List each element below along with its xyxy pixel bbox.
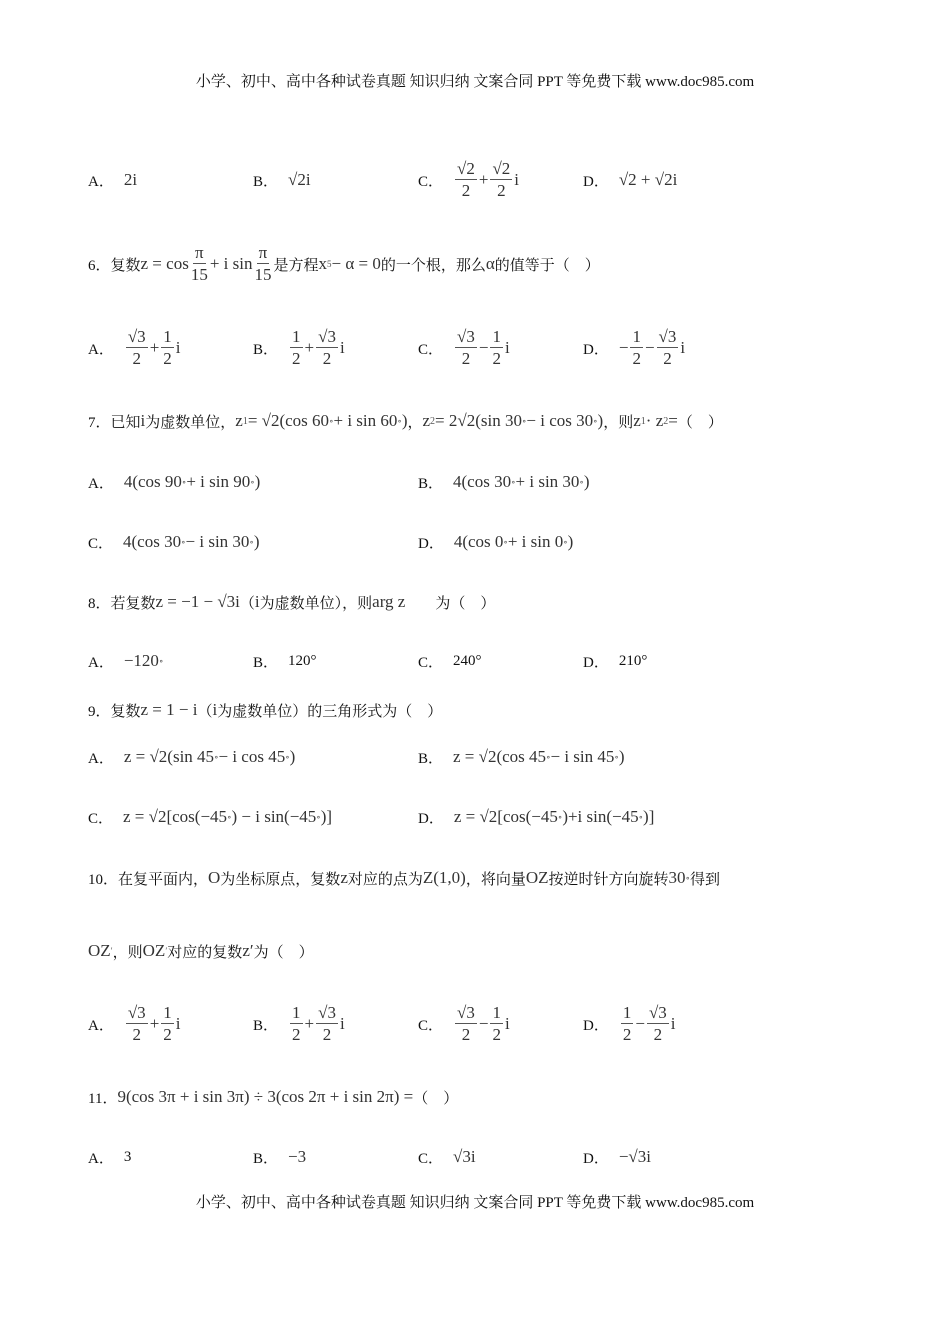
denominator: 2 (292, 348, 301, 368)
numerator: π (258, 242, 268, 262)
option-label: B． (418, 475, 444, 492)
math-expression: i (212, 700, 218, 719)
fraction (316, 327, 338, 370)
superscript: ∘ (329, 415, 334, 426)
answer-option[interactable] (88, 735, 295, 779)
numerator: 1 (492, 326, 501, 346)
answer-option[interactable] (253, 639, 317, 683)
numerator: 1 (492, 1002, 501, 1022)
math-expression: − (478, 338, 489, 357)
option-label: D． (583, 341, 609, 358)
denominator: 2 (461, 1024, 471, 1044)
math-expression: z = 1 − i (140, 700, 198, 719)
math-expression: + i sin 0 (507, 532, 564, 551)
option-label: C． (418, 1150, 444, 1167)
superscript: 5 (326, 259, 332, 269)
math-expression: z (633, 411, 641, 430)
numerator: √3 (457, 326, 475, 346)
answer-option[interactable] (418, 639, 482, 683)
denominator: 2 (163, 348, 172, 368)
option-label: C． (88, 810, 114, 827)
denominator: 2 (322, 1024, 332, 1044)
math-expression: = 2√2(sin 30 (435, 411, 522, 430)
text: 240° (453, 652, 482, 669)
superscript: ′ (110, 946, 113, 956)
denominator: 2 (632, 348, 641, 368)
subscript: 2 (663, 415, 669, 427)
denominator: 2 (492, 1024, 501, 1044)
answer-option[interactable] (88, 795, 332, 839)
question-stem (88, 242, 600, 284)
question-stem (88, 407, 723, 435)
math-expression: 9(cos 3π + i sin 3π) ÷ 3(cos 2π + i sin 2π) = (117, 1087, 414, 1106)
option-label: B． (253, 654, 279, 671)
answer-option[interactable] (253, 1135, 306, 1179)
superscript: ∘ (685, 872, 690, 883)
option-label: B． (253, 341, 279, 358)
math-expression: z = √2[cos(−45 (123, 807, 228, 826)
math-expression: + (478, 170, 489, 189)
numerator: √3 (127, 326, 146, 346)
answer-option[interactable] (583, 326, 685, 370)
question-stem (88, 1083, 458, 1111)
option-label: B． (418, 750, 444, 767)
text: 9．复数 (88, 703, 141, 720)
math-expression: i (339, 338, 345, 357)
option-label: D． (583, 173, 609, 190)
math-expression: x (318, 254, 327, 273)
math-expression: + (149, 1014, 160, 1033)
denominator: 2 (163, 1024, 172, 1044)
page-footer: 小学、初中、高中各种试卷真题 知识归纳 文案合同 PPT 等免费下载 www.doc985.com (195, 1195, 755, 1211)
denominator: 2 (292, 1024, 301, 1044)
numerator: √2 (457, 158, 475, 178)
math-expression: z (235, 411, 243, 430)
math-expression: )] (643, 807, 655, 826)
numerator: 1 (292, 1002, 301, 1022)
math-expression: ) (618, 747, 625, 766)
math-expression: + i sin (209, 254, 253, 273)
denominator: 2 (132, 1024, 142, 1044)
text: 为虚数单位）的三角形式为（ ） (217, 703, 443, 720)
math-expression: z = √2[cos(−45 (453, 807, 558, 826)
superscript: ∘ (158, 655, 164, 666)
option-label: D． (583, 1017, 609, 1034)
option-label: A． (88, 173, 114, 190)
page-header: 小学、初中、高中各种试卷真题 知识归纳 文案合同 PPT 等免费下载 www.doc985.com (195, 74, 755, 90)
math-expression: − (478, 1014, 489, 1033)
answer-option[interactable] (583, 1002, 676, 1046)
answer-option[interactable] (88, 460, 260, 504)
superscript: ∘ (181, 536, 186, 547)
superscript: ′ (165, 946, 168, 956)
answer-option[interactable] (418, 735, 624, 779)
superscript: ∘ (397, 415, 402, 426)
option-label: D． (418, 810, 444, 827)
superscript: ∘ (614, 751, 619, 762)
answer-option[interactable] (583, 1135, 651, 1179)
answer-option[interactable] (88, 1002, 181, 1046)
text: ，则 (603, 414, 634, 431)
fraction (316, 1003, 338, 1046)
math-expression: z = √2(cos 45 (453, 747, 547, 766)
math-expression: i (504, 338, 510, 357)
superscript: ∘ (285, 751, 290, 762)
text: 为（ ） (405, 595, 496, 612)
answer-option[interactable] (88, 639, 163, 683)
text: 为虚数单位， (145, 414, 236, 431)
numerator: √3 (658, 326, 677, 346)
math-expression: OZ (88, 941, 111, 960)
superscript: ∘ (181, 476, 187, 487)
option-label: A． (88, 475, 114, 492)
fraction (290, 1003, 303, 1046)
answer-option[interactable] (583, 158, 677, 202)
math-expression: i (514, 170, 520, 189)
math-expression: z (422, 411, 431, 430)
math-expression: − (635, 1014, 645, 1033)
text: 120° (288, 652, 317, 669)
option-label: A． (88, 341, 114, 358)
numerator: √3 (648, 1002, 667, 1022)
fraction (657, 327, 679, 370)
fraction (290, 327, 303, 370)
math-expression: −3 (288, 1147, 307, 1166)
math-expression: = (668, 411, 678, 430)
math-expression: − i cos 30 (526, 411, 594, 430)
numerator: 1 (632, 326, 641, 346)
text: 为坐标原点，复数 (220, 871, 341, 888)
text: ，将向量 (465, 871, 526, 888)
text: 8．若复数 (88, 595, 156, 612)
text: 按逆时针方向旋转 (548, 871, 669, 888)
math-expression: )+i sin(−45 (562, 807, 639, 826)
subscript: 2 (430, 415, 436, 427)
math-expression: 4(cos 30 (123, 532, 182, 551)
text: 为虚数单位），则 (259, 595, 373, 612)
text: 对应的点为 (347, 871, 423, 888)
answer-option[interactable] (418, 158, 519, 202)
fraction (126, 327, 148, 370)
math-expression: √2 + √2i (618, 170, 678, 189)
numerator: √3 (457, 1002, 475, 1022)
denominator: 2 (492, 348, 501, 368)
math-expression: α (485, 254, 495, 273)
math-expression: ) (254, 472, 261, 491)
math-expression: −√3i (618, 1147, 651, 1166)
superscript: ∘ (227, 811, 232, 822)
option-label: A． (88, 1017, 114, 1034)
math-expression: = √2(cos 60 (247, 411, 330, 430)
math-expression: ) − i sin(−45 (231, 807, 317, 826)
math-expression: OZ (142, 941, 166, 960)
math-expression: ) (567, 532, 574, 551)
text: （ ） (677, 414, 723, 431)
text: 210° (618, 652, 648, 669)
fraction (490, 327, 503, 370)
option-label: A． (88, 1150, 114, 1167)
math-expression: 2i (123, 170, 138, 189)
answer-option[interactable] (253, 326, 345, 370)
superscript: ∘ (546, 751, 551, 762)
numerator: 1 (622, 1002, 632, 1022)
answer-option[interactable] (253, 158, 311, 202)
math-expression: i (339, 1014, 345, 1033)
option-label: C． (418, 654, 444, 671)
option-label: C． (418, 341, 444, 358)
math-expression: ) (253, 532, 260, 551)
answer-option[interactable] (418, 1135, 476, 1179)
superscript: ∘ (563, 536, 568, 547)
option-label: C． (88, 535, 114, 552)
text: ， (407, 414, 423, 431)
denominator: 2 (653, 1024, 663, 1044)
question-stem (88, 937, 314, 965)
math-expression: + (149, 338, 160, 357)
math-expression: + i sin 60 (333, 411, 398, 430)
fraction (161, 1003, 174, 1046)
superscript: ∘ (593, 415, 598, 426)
math-expression: ) (583, 472, 590, 491)
superscript: ∘ (249, 536, 254, 547)
numerator: √2 (492, 158, 511, 178)
option-label: B． (253, 173, 279, 190)
math-expression: − i sin 30 (185, 532, 250, 551)
math-expression: 4(cos 30 (453, 472, 512, 491)
answer-option[interactable] (253, 1002, 345, 1046)
denominator: 2 (622, 1024, 632, 1044)
numerator: √3 (318, 1002, 336, 1022)
numerator: 1 (292, 326, 301, 346)
math-expression: ) (597, 411, 604, 430)
math-expression: Z(1,0) (422, 868, 466, 887)
text: （ ） (413, 1090, 459, 1107)
superscript: ∘ (579, 476, 584, 487)
math-expression: arg z (372, 592, 406, 611)
superscript: ∘ (250, 476, 255, 487)
question-stem (88, 696, 442, 724)
answer-option[interactable] (88, 158, 137, 202)
math-expression: + (304, 1014, 315, 1033)
numerator: 1 (163, 326, 172, 346)
superscript: ∘ (557, 811, 563, 822)
answer-option[interactable] (418, 460, 590, 504)
math-expression: i (175, 338, 181, 357)
fraction (254, 243, 271, 286)
superscript: ∘ (521, 415, 527, 426)
numerator: √3 (127, 1002, 146, 1022)
math-expression: + i sin 90 (186, 472, 251, 491)
math-expression: √3i (453, 1147, 476, 1166)
text: 6．复数 (88, 257, 141, 274)
math-expression: − (644, 338, 655, 357)
subscript: 1 (640, 415, 646, 427)
answer-option[interactable] (418, 520, 573, 564)
fraction (490, 1003, 503, 1046)
math-expression: i (254, 592, 260, 611)
denominator: 2 (461, 348, 471, 368)
math-expression: i (680, 338, 686, 357)
superscript: ∘ (316, 811, 321, 822)
math-expression: √2i (288, 170, 311, 189)
fraction (490, 159, 512, 202)
text: 3 (123, 1148, 132, 1165)
answer-option[interactable] (88, 520, 260, 564)
option-label: B． (253, 1017, 279, 1034)
math-expression: i (140, 411, 146, 430)
denominator: 15 (254, 264, 272, 284)
fraction (630, 327, 643, 370)
fraction (191, 243, 208, 286)
math-expression: − α = 0 (331, 254, 381, 273)
math-expression: − i sin 45 (550, 747, 615, 766)
denominator: 2 (663, 348, 672, 368)
question-stem (88, 864, 720, 892)
numerator: π (195, 242, 204, 262)
option-label: C． (418, 1017, 444, 1034)
text: 7．已知 (88, 414, 141, 431)
math-expression: O (208, 868, 221, 887)
text: 对应的复数 (167, 944, 243, 961)
denominator: 15 (190, 264, 208, 284)
option-label: D． (583, 1150, 609, 1167)
math-expression: 30 (668, 868, 686, 887)
option-label: D． (583, 654, 609, 671)
option-label: A． (88, 654, 114, 671)
text: 10．在复平面内， (88, 871, 209, 888)
math-expression: z = √2(sin 45 (123, 747, 215, 766)
math-expression: − (618, 338, 629, 357)
numerator: √3 (318, 326, 336, 346)
math-expression: i (504, 1014, 510, 1033)
superscript: ∘ (214, 751, 219, 762)
fraction (126, 1003, 148, 1046)
answer-option[interactable] (418, 326, 510, 370)
denominator: 2 (497, 180, 506, 200)
math-expression: ) (401, 411, 408, 430)
answer-option[interactable] (583, 639, 647, 683)
denominator: 2 (461, 180, 471, 200)
option-label: C． (418, 173, 444, 190)
text: 得到 (689, 871, 720, 888)
option-label: B． (253, 1150, 279, 1167)
subscript: 1 (242, 415, 248, 427)
math-expression: 4(cos 0 (453, 532, 504, 551)
answer-option[interactable] (88, 326, 181, 370)
fraction (161, 327, 174, 370)
question-stem (88, 588, 495, 616)
math-expression: )] (320, 807, 333, 826)
superscript: ∘ (511, 476, 516, 487)
fraction (455, 159, 477, 202)
numerator: 1 (163, 1002, 172, 1022)
math-expression: + (304, 338, 315, 357)
text: ，则 (112, 944, 143, 961)
option-label: D． (418, 535, 444, 552)
math-expression: i (670, 1014, 676, 1033)
math-expression: 4(cos 90 (123, 472, 182, 491)
text: （ (197, 703, 213, 720)
fraction (455, 1003, 477, 1046)
text: 的值等于（ ） (494, 257, 600, 274)
answer-option[interactable] (418, 795, 654, 839)
denominator: 2 (322, 348, 332, 368)
math-expression: · z (645, 411, 664, 430)
text: 是方程 (273, 257, 319, 274)
answer-option[interactable] (418, 1002, 510, 1046)
math-expression: − i cos 45 (218, 747, 286, 766)
math-expression: OZ (525, 868, 549, 887)
text: 11． (88, 1090, 118, 1107)
superscript: ∘ (503, 536, 508, 547)
text: （ (239, 595, 255, 612)
math-expression: z = cos (140, 254, 189, 273)
answer-option[interactable] (88, 1135, 131, 1179)
fraction (455, 327, 477, 370)
math-expression: z′ (242, 941, 254, 960)
option-label: A． (88, 750, 114, 767)
text: 的一个根，那么 (380, 257, 486, 274)
fraction (647, 1003, 669, 1046)
fraction (621, 1003, 634, 1046)
math-expression: + i sin 30 (515, 472, 580, 491)
math-expression: i (175, 1014, 181, 1033)
math-expression: z = −1 − √3i (155, 592, 240, 611)
denominator: 2 (132, 348, 142, 368)
math-expression: z (340, 868, 348, 887)
math-expression: ) (289, 747, 296, 766)
math-expression: −120 (123, 651, 159, 670)
text: 为（ ） (253, 944, 314, 961)
superscript: ∘ (638, 811, 644, 822)
